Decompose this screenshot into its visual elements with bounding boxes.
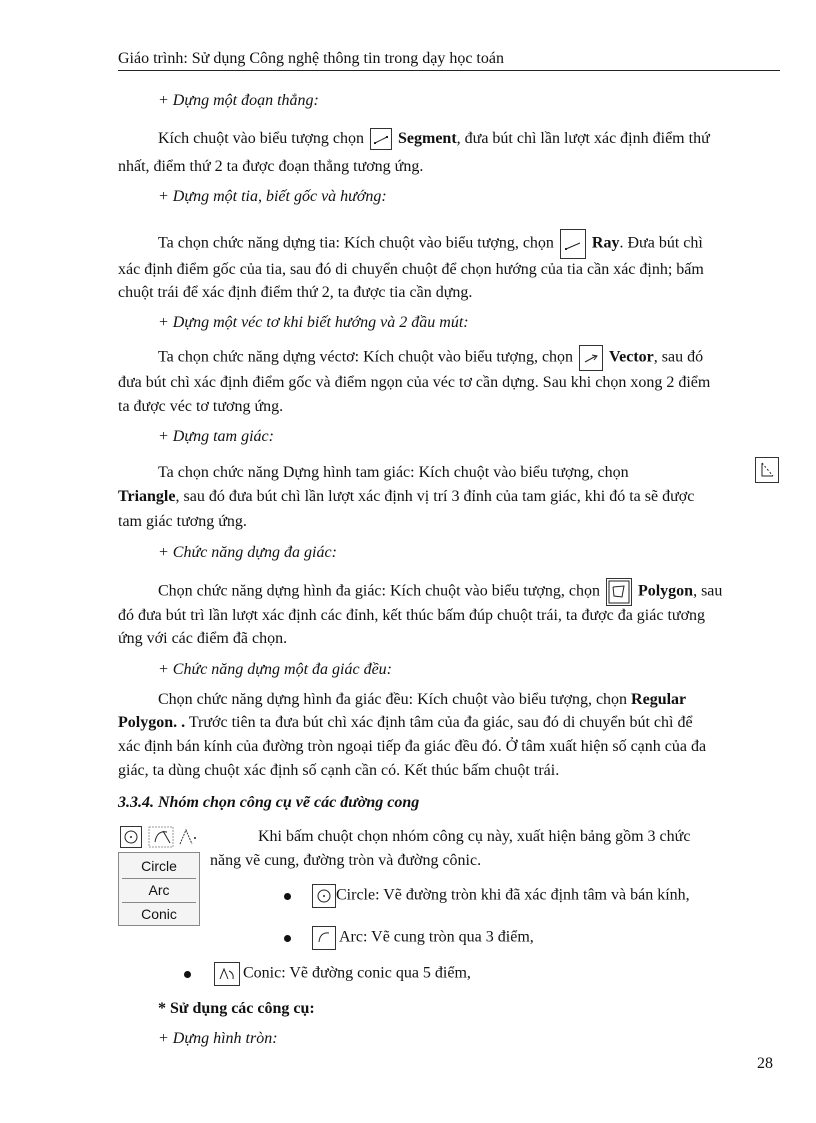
vector-text-pre: Ta chọn chức năng dựng véctơ: Kích chuột vào biểu tượng, chọn: [158, 348, 574, 366]
heading-segment: + Dựng một đoạn thẳng:: [158, 92, 319, 109]
polygon-text-pre: Chọn chức năng dựng hình đa giác: Kích chuột vào biểu tượng, chọn: [158, 582, 600, 600]
triangle-text-post: , sau đó đưa bút chì lần lượt xác định vị trí 3 đỉnh của tam giác, khi đó ta sẽ được: [175, 488, 695, 505]
bullet-circle: [312, 884, 690, 908]
curves-intro-1: Khi bấm chuột chọn nhóm công cụ này, xuất hiện bảng gồm 3 chức: [258, 828, 691, 845]
bullet-conic: [214, 962, 471, 986]
vector-label: Vector: [609, 348, 654, 366]
polygon-label: Polygon: [637, 582, 694, 600]
triangle-label: Triangle: [118, 488, 176, 505]
page-number: 28: [757, 1055, 773, 1072]
ray-line-1: [158, 229, 703, 259]
bullet-arc: [312, 926, 534, 950]
segment-text-pre: Kích chuột vào biểu tượng chọn: [158, 130, 364, 147]
ray-text-post: . Đưa bút chì: [619, 234, 703, 252]
vector-line-1: [158, 345, 703, 371]
curve-tools-menu: [118, 852, 200, 926]
arc-icon: [312, 926, 336, 950]
tools-heading: * Sử dụng các công cụ:: [158, 1000, 315, 1017]
conic-tool-icon[interactable]: [176, 826, 198, 848]
segment-line-1: [158, 128, 780, 150]
heading-polygon: + Chức năng dựng đa giác:: [158, 544, 337, 561]
menu-item-conic[interactable]: Conic: [141, 906, 177, 922]
heading-triangle: + Dựng tam giác:: [158, 428, 274, 445]
vector-tool-icon: [579, 345, 603, 371]
triangle-line-2: [118, 486, 694, 508]
triangle-line-3: tam giác tương ứng.: [118, 513, 247, 530]
ray-line-3: chuột trái để xác định điểm thứ 2, ta được tia cần dựng.: [118, 284, 473, 301]
circle-icon: [312, 884, 336, 908]
segment-label: Segment: [397, 130, 457, 147]
header-title: Giáo trình: Sử dụng Công nghệ thông tin trong dạy học toán: [118, 50, 504, 67]
polygon-text-post: , sau: [693, 582, 723, 600]
page-header: [118, 48, 780, 71]
polygon-tool-icon: [606, 578, 632, 606]
menu-item-circle[interactable]: Circle: [141, 858, 177, 874]
tools-subheading: + Dựng hình tròn:: [158, 1030, 278, 1047]
conic-icon: [214, 962, 240, 986]
ray-label: Ray: [591, 234, 620, 252]
bullet-dot: [284, 893, 291, 900]
bullet-arc-text: Arc: Vẽ cung tròn qua 3 điểm,: [339, 928, 534, 946]
menu-item-arc[interactable]: Arc: [148, 882, 170, 898]
vector-text-post: , sau đó: [653, 348, 704, 366]
segment-line-2: nhất, điểm thứ 2 ta được đoạn thẳng tương ứng.: [118, 158, 424, 175]
regular-label: Regular: [631, 691, 687, 708]
segment-text-post: , đưa bút chì lần lượt xác định điểm thứ: [456, 130, 710, 147]
heading-regular-polygon: + Chức năng dựng một đa giác đều:: [158, 661, 392, 678]
ray-tool-icon: [560, 229, 586, 259]
polygon-line-3: ứng với các điểm đã chọn.: [118, 630, 288, 647]
regular-polygon-text-pre: Chọn chức năng dựng hình đa giác đều: Kích chuột vào biểu tượng, chọn: [158, 691, 628, 708]
vector-line-3: ta được véc tơ tương ứng.: [118, 398, 284, 415]
ray-text-pre: Ta chọn chức năng dựng tia: Kích chuột vào biểu tượng, chọn: [158, 234, 554, 252]
section-title: 3.3.4. Nhóm chọn công cụ vẽ các đường cong: [118, 794, 420, 811]
regular-polygon-line-3: xác định bán kính của đường tròn ngoại tiếp đa giác đều đó. Ở tâm xuất hiện số cạnh của đa: [118, 738, 707, 755]
bullet-circle-text: Circle: Vẽ đường tròn khi đã xác định tâm và bán kính,: [336, 886, 690, 904]
vector-line-2: đưa bút chì xác định điểm gốc và điểm ngọn của véc tơ cần dựng. Sau khi chọn xong 2 điểm: [118, 374, 711, 391]
heading-vector: + Dựng một véc tơ khi biết hướng và 2 đầu mút:: [158, 314, 469, 331]
polygon-line-2: đó đưa bút trì lần lượt xác định các đỉnh, kết thúc bấm đúp chuột trái, ta được đa giác tương: [118, 607, 706, 624]
curve-tools-panel: [118, 822, 200, 930]
regular-polygon-line-4: giác, ta dùng chuột xác định số cạnh cần có. Kết thúc bấm chuột trái.: [118, 762, 560, 779]
circle-tool-icon[interactable]: [120, 826, 142, 848]
ray-line-2: xác định điểm gốc của tia, sau đó di chuyển chuột để chọn hướng của tia cần xác định; bấm: [118, 261, 704, 278]
bullet-dot: [284, 935, 291, 942]
triangle-tool-icon: [755, 457, 779, 483]
heading-ray: + Dựng một tia, biết gốc và hướng:: [158, 188, 387, 205]
regular-polygon-line-1: [158, 689, 780, 711]
curves-intro-2: năng vẽ cung, đường tròn và đường cônic.: [210, 852, 482, 869]
bullet-conic-text: Conic: Vẽ đường conic qua 5 điểm,: [243, 964, 471, 982]
polygon-bold-label: Polygon. .: [118, 714, 186, 731]
polygon-line-1: [158, 578, 722, 606]
regular-polygon-text-post: Trước tiên ta đưa bút chì xác định tâm của đa giác, sau đó di chuyển bút chì để: [185, 714, 693, 731]
arc-tool-icon[interactable]: [148, 826, 174, 848]
bullet-dot: [184, 971, 191, 978]
triangle-line-1: Ta chọn chức năng Dựng hình tam giác: Kích chuột vào biểu tượng, chọn: [158, 464, 629, 481]
regular-polygon-line-2: [118, 712, 693, 734]
segment-tool-icon: [370, 128, 392, 150]
